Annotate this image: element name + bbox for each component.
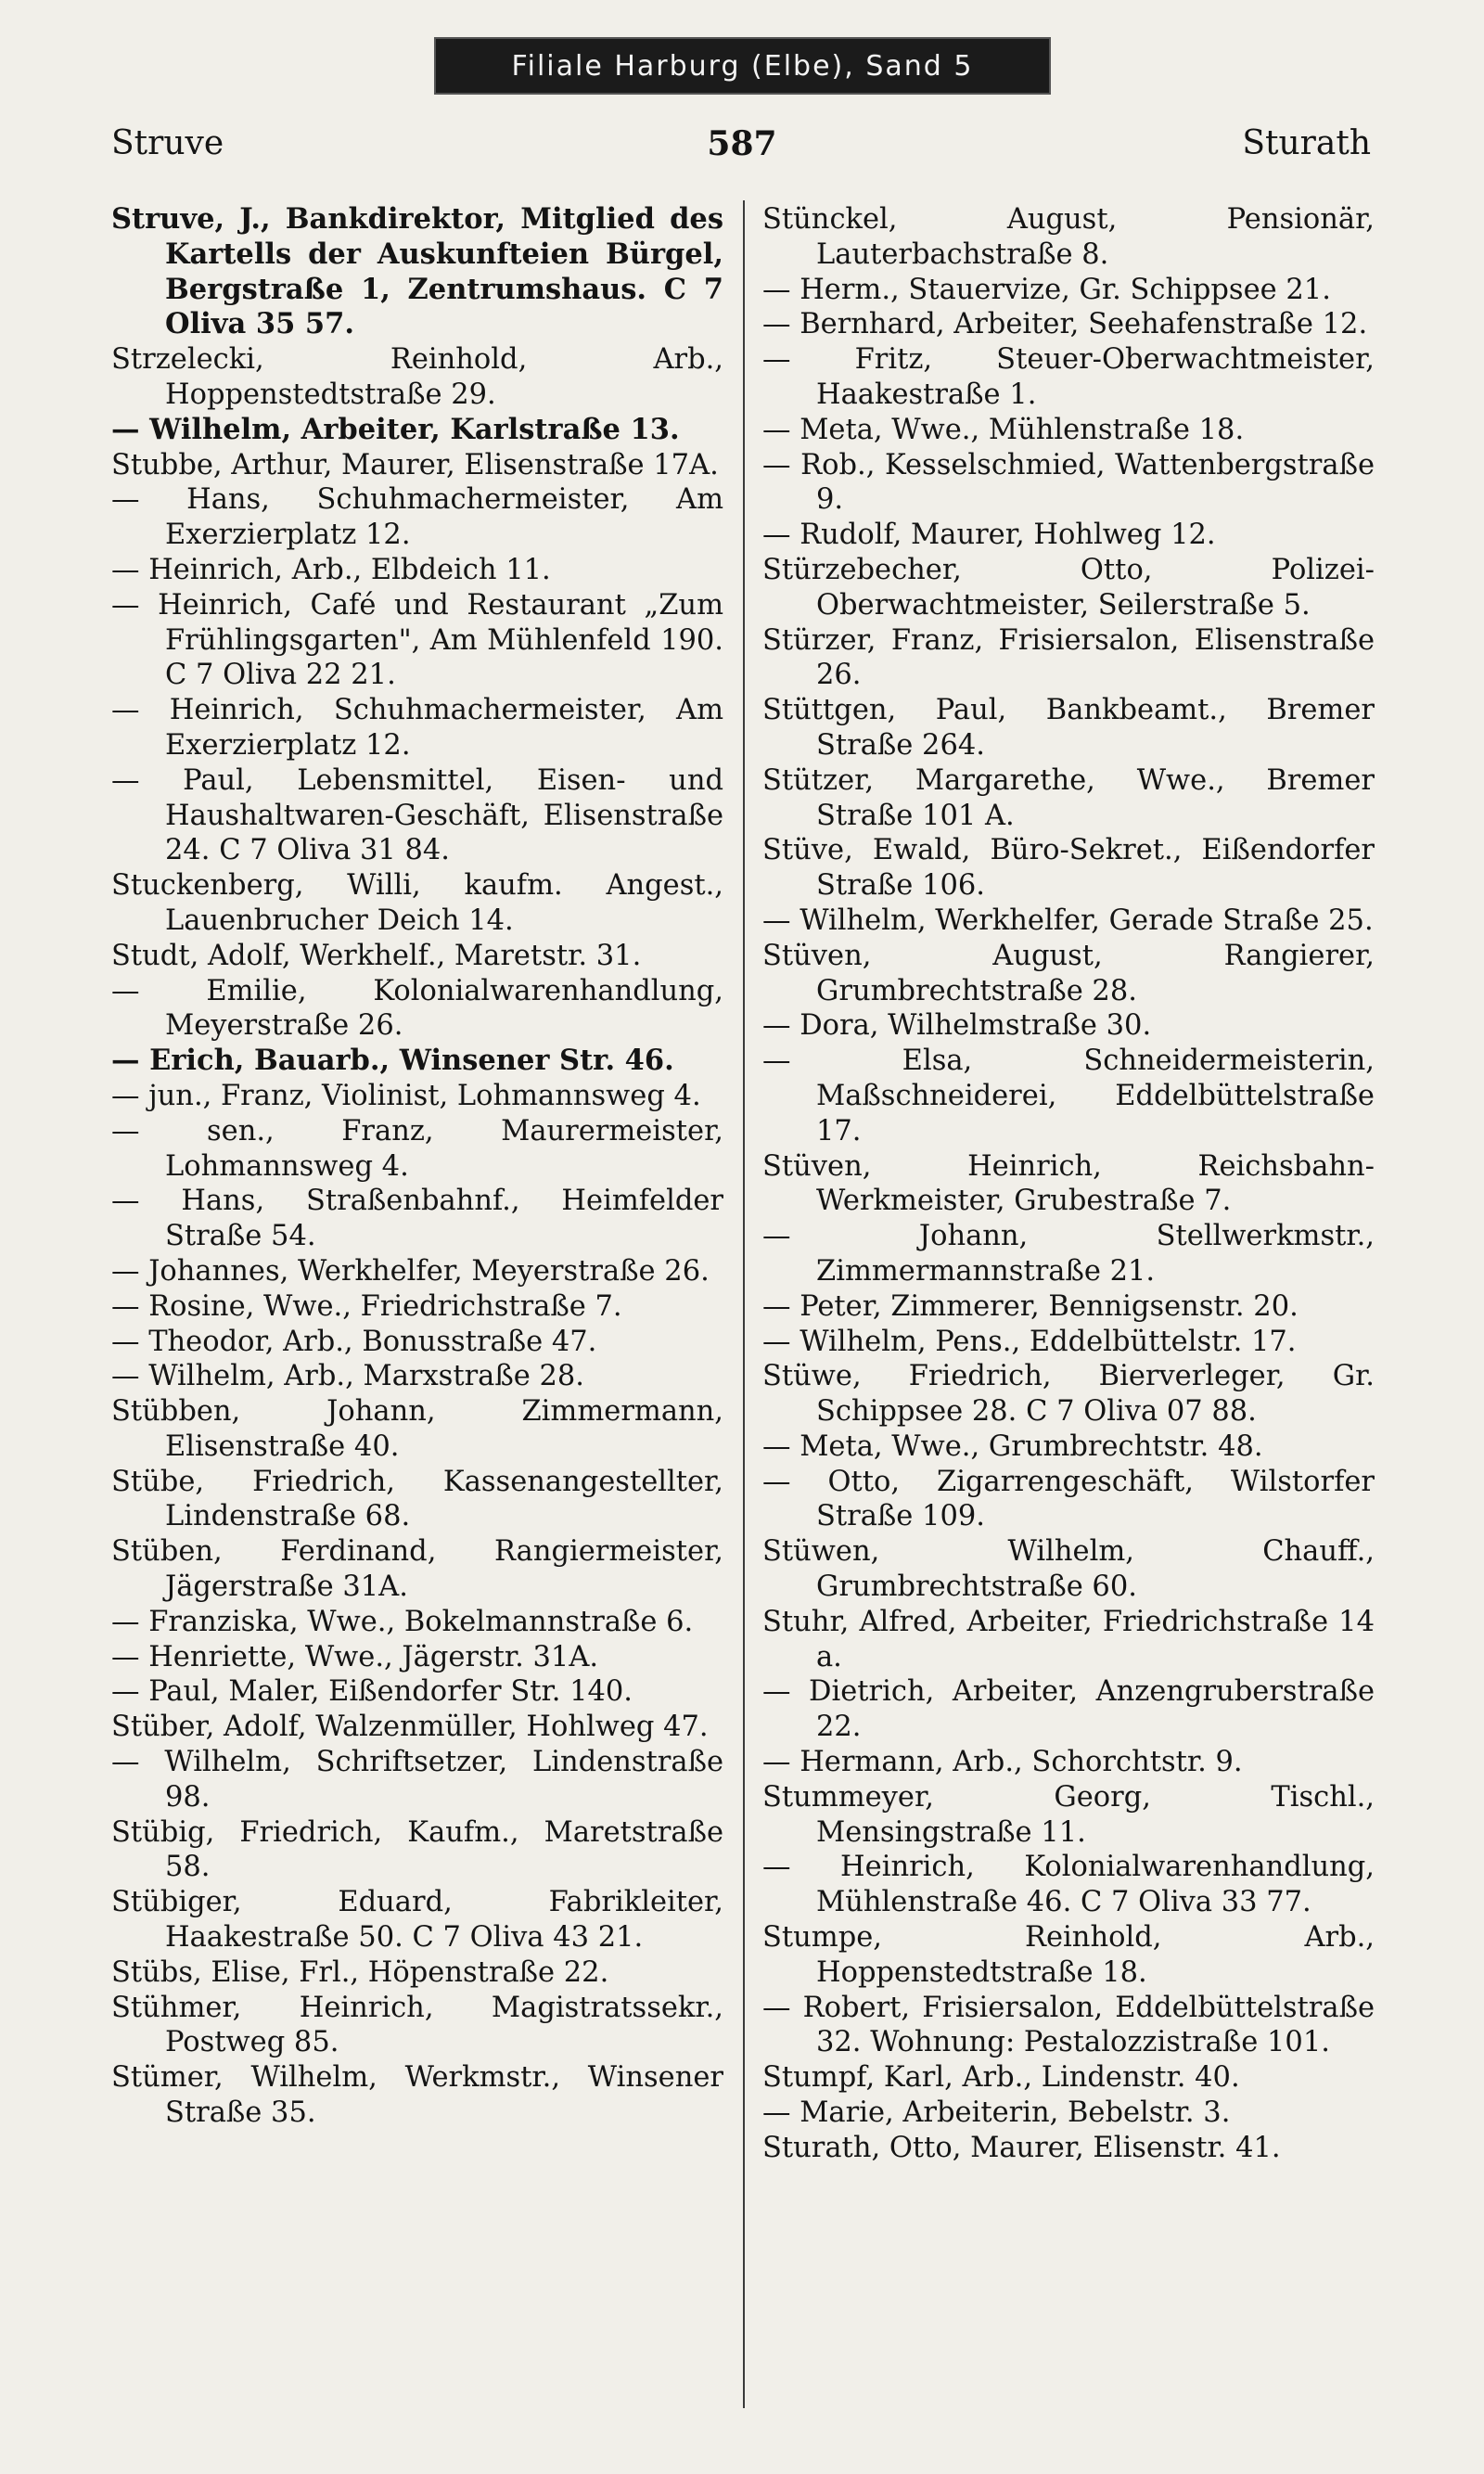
directory-entry: — Franziska, Wwe., Bokelmannstraße 6. <box>111 1605 694 1638</box>
directory-entry: Stürzebecher, Otto, Polizei-Oberwachtmeister, Seilerstraße 5. <box>762 553 1375 622</box>
directory-entry: Stüven, Heinrich, Reichsbahn-Werkmeister, Grubestraße 7. <box>762 1149 1375 1218</box>
directory-entry: Stühmer, Heinrich, Magistratssekr., Postweg 85. <box>111 1991 723 2059</box>
directory-entry: — Hans, Straßenbahnf., Heimfelder Straße 54. <box>111 1185 723 1253</box>
directory-entry: Stubbe, Arthur, Maurer, Elisenstraße 17A. <box>111 448 719 481</box>
directory-entry: — Rosine, Wwe., Friedrichstraße 7. <box>111 1289 622 1323</box>
header-first-entry: Struve <box>111 124 224 162</box>
directory-entry: — Meta, Wwe., Grumbrechtstr. 48. <box>762 1429 1263 1463</box>
directory-entry: — Paul, Lebensmittel, Eisen- und Haushaltwaren-Geschäft, Elisenstraße 24. C 7 Oliva 31 84. <box>111 763 723 867</box>
directory-entry: Stübig, Friedrich, Kaufm., Maretstraße 58. <box>111 1815 723 1884</box>
directory-entry: — Bernhard, Arbeiter, Seehafenstraße 12. <box>762 308 1368 341</box>
directory-entry: Stuhr, Alfred, Arbeiter, Friedrichstraße 14 a. <box>762 1605 1375 1673</box>
directory-entry: — sen., Franz, Maurermeister, Lohmannsweg 4. <box>111 1114 723 1183</box>
directory-entry: — Wilhelm, Arbeiter, Karlstraße 13. <box>111 412 680 446</box>
directory-entry: Stüwen, Wilhelm, Chauff., Grumbrechtstraße 60. <box>762 1535 1375 1604</box>
right-column <box>762 202 1375 2166</box>
directory-entry: Stünckel, August, Pensionär, Lauterbachstraße 8. <box>762 203 1375 271</box>
directory-entry: — Hermann, Arb., Schorchtstr. 9. <box>762 1746 1243 1779</box>
directory-entry: Stummeyer, Georg, Tischl., Mensingstraße 11. <box>762 1780 1375 1849</box>
directory-entry: — Johannes, Werkhelfer, Meyerstraße 26. <box>111 1254 710 1288</box>
directory-entry: Strzelecki, Reinhold, Arb., Hoppenstedtstraße 29. <box>111 343 723 411</box>
directory-entry: — Wilhelm, Werkhelfer, Gerade Straße 25. <box>762 904 1374 937</box>
directory-entry: Stumpe, Reinhold, Arb., Hoppenstedtstraße 18. <box>762 1921 1375 1989</box>
directory-entry: Stürzer, Franz, Frisiersalon, Elisenstraße 26. <box>762 623 1375 692</box>
branch-banner: Filiale Harburg (Elbe), Sand 5 <box>434 37 1051 95</box>
directory-entry: Stüben, Ferdinand, Rangiermeister, Jägerstraße 31A. <box>111 1535 723 1604</box>
directory-entry: Struve, J., Bankdirektor, Mitglied des Kartells der Auskunfteien Bürgel, Bergstraße 1, Zentrumshaus. C 7 Oliva 35 57. <box>111 202 723 341</box>
left-column <box>111 202 723 2131</box>
directory-entry: — Heinrich, Kolonialwarenhandlung, Mühlenstraße 46. C 7 Oliva 33 77. <box>762 1851 1375 1919</box>
directory-entry: Stübben, Johann, Zimmermann, Elisenstraße 40. <box>111 1395 723 1463</box>
directory-entry: — Rob., Kesselschmied, Wattenbergstraße 9. <box>762 448 1375 517</box>
directory-entry: — Robert, Frisiersalon, Eddelbüttelstraße 32. Wohnung: Pestalozzistraße 101. <box>762 1991 1375 2059</box>
page-number: 587 <box>707 124 777 163</box>
directory-entry: Stübiger, Eduard, Fabrikleiter, Haakestraße 50. C 7 Oliva 43 21. <box>111 1886 723 1955</box>
directory-entry: — Erich, Bauarb., Winsener Str. 46. <box>111 1044 674 1078</box>
directory-entry: — Dietrich, Arbeiter, Anzengruberstraße 22. <box>762 1675 1375 1744</box>
directory-entry: — Elsa, Schneidermeisterin, Maßschneiderei, Eddelbüttelstraße 17. <box>762 1045 1375 1147</box>
directory-entry: — Heinrich, Schuhmachermeister, Am Exerzierplatz 12. <box>111 694 723 762</box>
directory-entry: — Wilhelm, Arb., Marxstraße 28. <box>111 1360 584 1393</box>
directory-entry: — Heinrich, Arb., Elbdeich 11. <box>111 553 551 586</box>
directory-entry: — Otto, Zigarrengeschäft, Wilstorfer Straße 109. <box>762 1465 1375 1533</box>
directory-entry: — Rudolf, Maurer, Hohlweg 12. <box>762 519 1216 552</box>
directory-entry: Stützer, Margarethe, Wwe., Bremer Straße 101 A. <box>762 763 1375 832</box>
directory-entry: — Dora, Wilhelmstraße 30. <box>762 1009 1152 1043</box>
directory-entry: — Emilie, Kolonialwarenhandlung, Meyerstraße 26. <box>111 974 723 1043</box>
running-head <box>0 121 1484 176</box>
directory-entry: — Theodor, Arb., Bonusstraße 47. <box>111 1325 597 1358</box>
directory-entry: — Paul, Maler, Eißendorfer Str. 140. <box>111 1675 633 1709</box>
directory-entry: Stumpf, Karl, Arb., Lindenstr. 40. <box>762 2061 1240 2095</box>
directory-entry: Stümer, Wilhelm, Werkmstr., Winsener Straße 35. <box>111 2061 723 2130</box>
directory-entry: — Fritz, Steuer-Oberwachtmeister, Haakestraße 1. <box>762 343 1375 411</box>
directory-entry: Sturath, Otto, Maurer, Elisenstr. 41. <box>762 2131 1281 2164</box>
directory-entry: — Wilhelm, Schriftsetzer, Lindenstraße 98. <box>111 1746 723 1814</box>
directory-entry: Stüber, Adolf, Walzenmüller, Hohlweg 47. <box>111 1711 709 1744</box>
directory-entry: Stüve, Ewald, Büro-Sekret., Eißendorfer Straße 106. <box>762 834 1375 903</box>
directory-entry: Stüttgen, Paul, Bankbeamt., Bremer Straße 264. <box>762 694 1375 762</box>
directory-entry: — Henriette, Wwe., Jägerstr. 31A. <box>111 1640 599 1673</box>
directory-entry: — Wilhelm, Pens., Eddelbüttelstr. 17. <box>762 1325 1297 1358</box>
directory-entry: — Marie, Arbeiterin, Bebelstr. 3. <box>762 2096 1231 2130</box>
directory-entry: — Peter, Zimmerer, Bennigsenstr. 20. <box>762 1289 1298 1323</box>
directory-entry: Stübs, Elise, Frl., Höpenstraße 22. <box>111 1955 609 1989</box>
directory-entry: — Johann, Stellwerkmstr., Zimmermannstraße 21. <box>762 1220 1375 1288</box>
directory-entry: Stuckenberg, Willi, kaufm. Angest., Lauenbrucher Deich 14. <box>111 869 723 937</box>
directory-entry: — Meta, Wwe., Mühlenstraße 18. <box>762 413 1245 446</box>
directory-entry: — Herm., Stauervize, Gr. Schippsee 21. <box>762 273 1331 306</box>
directory-entry: Stüven, August, Rangierer, Grumbrechtstraße 28. <box>762 939 1375 1007</box>
directory-entry: — Hans, Schuhmachermeister, Am Exerzierplatz 12. <box>111 483 723 552</box>
column-divider <box>743 200 745 2408</box>
directory-entry: Stüwe, Friedrich, Bierverleger, Gr. Schippsee 28. C 7 Oliva 07 88. <box>762 1360 1375 1429</box>
directory-entry: — Heinrich, Café und Restaurant „Zum Frühlingsgarten", Am Mühlenfeld 190. C 7 Oliva 22 21. <box>111 588 723 692</box>
header-last-entry: Sturath <box>1242 124 1371 162</box>
directory-entry: Studt, Adolf, Werkhelf., Maretstr. 31. <box>111 939 642 972</box>
directory-entry: — jun., Franz, Violinist, Lohmannsweg 4. <box>111 1079 701 1112</box>
directory-entry: Stübe, Friedrich, Kassenangestellter, Lindenstraße 68. <box>111 1465 723 1533</box>
